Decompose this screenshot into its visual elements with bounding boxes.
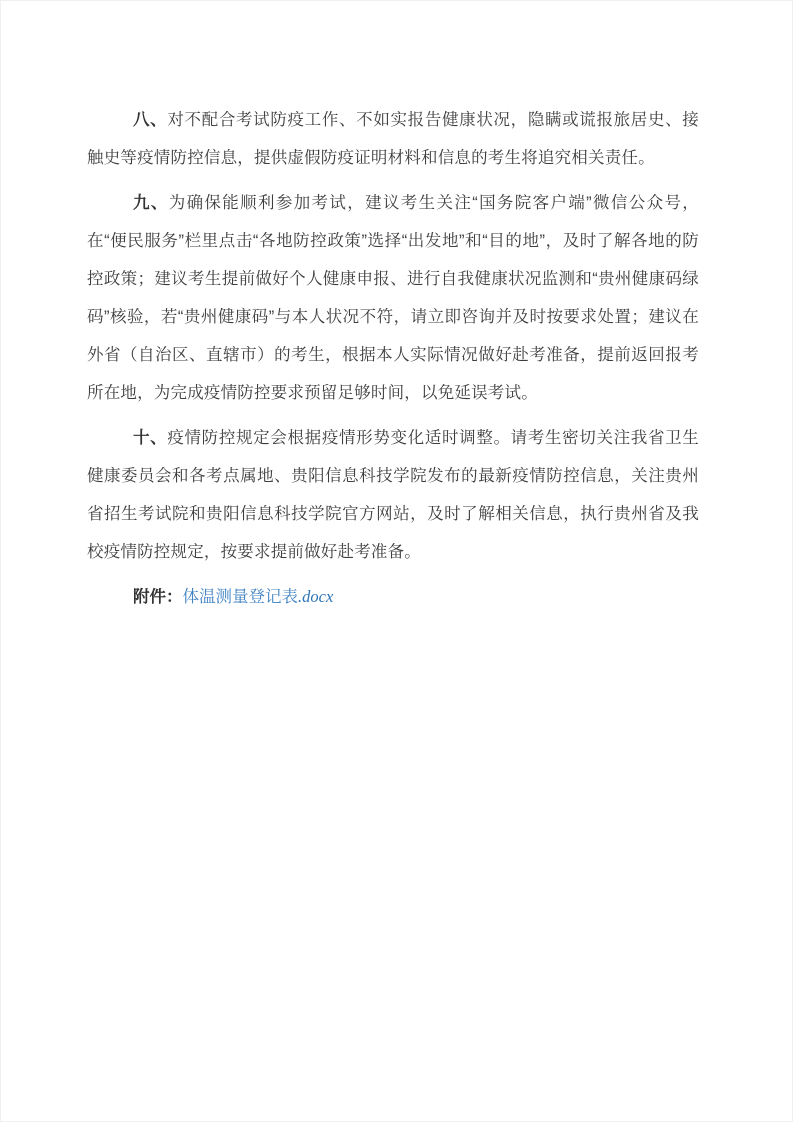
paragraph-item-10 <box>87 419 699 571</box>
document-content <box>87 101 699 616</box>
attachment-file-extension: .docx <box>298 587 334 606</box>
paragraph-number-8: 八、 <box>133 111 168 129</box>
paragraph-item-9 <box>87 184 699 412</box>
attachment-label: 附件： <box>133 588 183 606</box>
paragraph-text-9: 为确保能顺利参加考试，建议考生关注“国务院客户端”微信公众号，在“便民服务”栏里点击“各地防控政策”选择“出发地”和“目的地”，及时了解各地的防控政策；建议考生提前做好个人健康申报、进行自我健康状况监测和“贵州健康码绿码”核验，若“贵州健康码”与本人状况不符，请立即咨询并及时按要求处置；建议在外省（自治区、直辖市）的考生，根据本人实际情况做好赴考准备，提前返回报考所在地，为完成疫情防控要求预留足够时间，以免延误考试。 <box>87 194 699 402</box>
attachment-file-name: 体温测量登记表 <box>182 587 298 606</box>
paragraph-number-10: 十、 <box>133 429 168 447</box>
paragraph-text-10: 疫情防控规定会根据疫情形势变化适时调整。请考生密切关注我省卫生健康委员会和各考点属地、贵阳信息科技学院发布的最新疫情防控信息，关注贵州省招生考试院和贵阳信息科技学院官方网站，及时了解相关信息，执行贵州省及我校疫情防控规定，按要求提前做好赴考准备。 <box>87 429 700 561</box>
paragraph-item-8 <box>87 101 699 177</box>
attachment-file-link[interactable] <box>183 588 334 606</box>
paragraph-text-8: 对不配合考试防疫工作、不如实报告健康状况，隐瞒或谎报旅居史、接触史等疫情防控信息，提供虚假防疫证明材料和信息的考生将追究相关责任。 <box>87 111 700 167</box>
paragraph-number-9: 九、 <box>133 194 169 212</box>
attachment-line <box>87 578 699 616</box>
